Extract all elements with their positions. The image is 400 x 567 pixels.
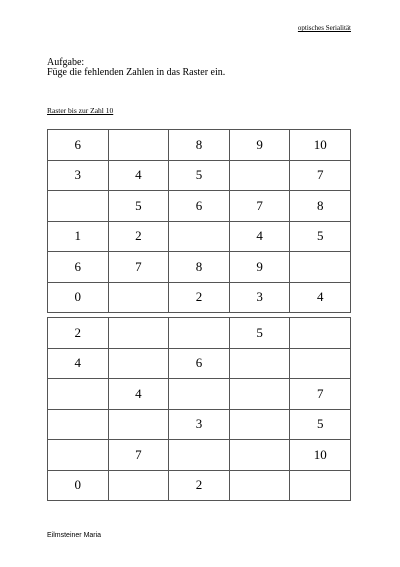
- grid-row: [48, 160, 351, 191]
- grid-cell-empty[interactable]: [108, 348, 169, 379]
- task-block: [47, 58, 225, 78]
- grid-row: [48, 282, 351, 313]
- grid-cell-empty[interactable]: [229, 348, 290, 379]
- grid-cell: 4: [290, 282, 351, 313]
- number-grid-1: [47, 129, 351, 313]
- grid-cell: 9: [229, 252, 290, 283]
- grid-cell-empty[interactable]: [290, 470, 351, 501]
- grid-row: [48, 221, 351, 252]
- task-title: Aufgabe:: [47, 57, 85, 68]
- grid-cell-empty[interactable]: [48, 440, 109, 471]
- grid-cell: 0: [48, 470, 109, 501]
- grid-cell-empty[interactable]: [169, 318, 230, 349]
- grid-cell: 5: [169, 160, 230, 191]
- grid-cell: 3: [48, 160, 109, 191]
- page-footer: Eilmsteiner Maria: [47, 532, 102, 539]
- grid-cell: 4: [108, 379, 169, 410]
- grid-cell: 6: [48, 130, 109, 161]
- grid-cell: 7: [108, 252, 169, 283]
- grid-cell: 5: [290, 409, 351, 440]
- grid-cell-empty[interactable]: [108, 282, 169, 313]
- grid-cell: 4: [108, 160, 169, 191]
- grid-cell-empty[interactable]: [229, 160, 290, 191]
- grid-row: [48, 130, 351, 161]
- grid-cell: 10: [290, 130, 351, 161]
- grid-cell: 5: [229, 318, 290, 349]
- grid-cell: 4: [229, 221, 290, 252]
- grid-cell-empty[interactable]: [169, 440, 230, 471]
- grid-cell: 9: [229, 130, 290, 161]
- grid-row: [48, 440, 351, 471]
- grid-cell: 8: [290, 191, 351, 222]
- grid-row: [48, 318, 351, 349]
- grid-cell-empty[interactable]: [290, 318, 351, 349]
- grid-cell-empty[interactable]: [108, 318, 169, 349]
- grid-cell-empty[interactable]: [169, 221, 230, 252]
- grid-cell: 6: [169, 348, 230, 379]
- grid-cell: 2: [169, 282, 230, 313]
- grid-cell: 2: [169, 470, 230, 501]
- grid-cell: 8: [169, 130, 230, 161]
- grid-row: [48, 409, 351, 440]
- grid-cell-empty[interactable]: [169, 379, 230, 410]
- number-grid-2: [47, 317, 351, 501]
- grid-cell: 2: [108, 221, 169, 252]
- grid-cell-empty[interactable]: [229, 379, 290, 410]
- grid-cell: 7: [108, 440, 169, 471]
- grid-cell-empty[interactable]: [229, 440, 290, 471]
- section-title: Raster bis zur Zahl 10: [47, 106, 114, 115]
- grid-row: [48, 191, 351, 222]
- grid-cell: 0: [48, 282, 109, 313]
- grid-cell: 2: [48, 318, 109, 349]
- grid-row: [48, 252, 351, 283]
- grid-cell: 7: [229, 191, 290, 222]
- page-header: optisches Serialität: [297, 24, 351, 32]
- grid-cell: 4: [48, 348, 109, 379]
- grid-cell: 3: [229, 282, 290, 313]
- grid-cell-empty[interactable]: [48, 191, 109, 222]
- grid-row: [48, 348, 351, 379]
- grid-cell-empty[interactable]: [48, 409, 109, 440]
- grid-cell: 10: [290, 440, 351, 471]
- grid-cell: 6: [169, 191, 230, 222]
- grid-cell-empty[interactable]: [48, 379, 109, 410]
- grid-row: [48, 470, 351, 501]
- grid-cell-empty[interactable]: [229, 409, 290, 440]
- grid-cell: 6: [48, 252, 109, 283]
- grid-row: [48, 379, 351, 410]
- grid-cell: 5: [290, 221, 351, 252]
- grid-cell-empty[interactable]: [229, 470, 290, 501]
- grid-cell-empty[interactable]: [108, 470, 169, 501]
- grid-cell-empty[interactable]: [290, 252, 351, 283]
- grid-cell-empty[interactable]: [290, 348, 351, 379]
- grid-cell-empty[interactable]: [108, 130, 169, 161]
- grid-cell: 7: [290, 379, 351, 410]
- task-instruction: Füge die fehlenden Zahlen in das Raster ein.: [47, 67, 226, 78]
- grid-cell: 5: [108, 191, 169, 222]
- grid-cell: 3: [169, 409, 230, 440]
- grid-cell-empty[interactable]: [108, 409, 169, 440]
- grid-cell: 8: [169, 252, 230, 283]
- grid-cell: 7: [290, 160, 351, 191]
- grid-cell: 1: [48, 221, 109, 252]
